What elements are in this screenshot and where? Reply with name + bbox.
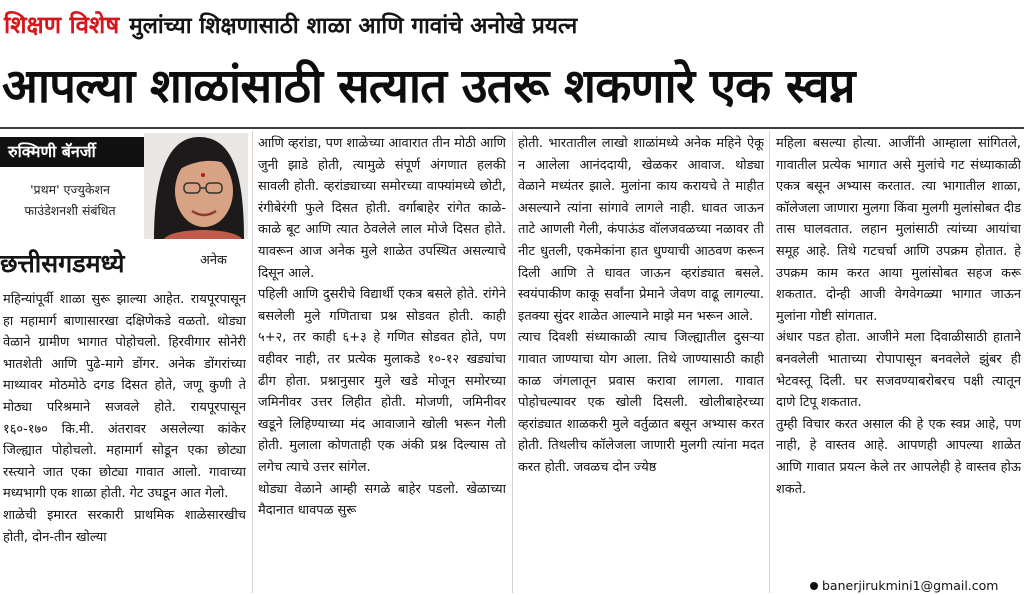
author-email	[810, 578, 998, 594]
email-text: banerjirukmini1@gmail.com	[822, 578, 999, 593]
byline-box	[0, 131, 248, 241]
article-column-4: महिला बसल्या होत्या. आजींनी आम्हाला सांगितले, गावातील प्रत्येक भागात असे मुलांचे गट संध्याकाळी एकत्र बसून अभ्यास करतात. त्या भागातील शाळा, कॉलेजला जाणारा मुलगा किंवा मुलगी मुलांसोबत दीड तास घालवतात. लहान मुलांसाठी त्यांच्या आयांचा समूह आहे. तिथे गटचर्चा आणि उपक्रम होतात. हे उपक्रम काम करत आया मुलांसोबत सहज करू शकतात. दोन्ही आजी वेगवेगळ्या भागात जाऊन मुलांना गोष्टी सांगतात. अंधार पडत होता. आजीने मला दिवाळीसाठी हाताने बनवलेली भाताच्या रोपापासून बनवलेले झुंबर ही भेटवस्तू दिली. घर सजवण्याबरोबरच पक्षी त्यातून दाणे टिपू शकतात. तुम्ही विचार करत असाल की हे एक स्वप्न आहे, पण नाही, हे वास्तव आहे. आपणही आपल्या शाळेत आणि गावात प्रयत्न केले तर आपलेही हे वास्तव होऊ शकते.	[776, 136, 1021, 497]
kicker-line	[4, 6, 577, 42]
author-affiliation: 'प्रथम' एज्युकेशन फाउंडेशनशी संबंधित	[24, 182, 116, 218]
column-rule-3	[769, 131, 770, 593]
author-name: रुक्मिणी बॅनर्जी	[0, 137, 168, 167]
bullet-icon	[810, 582, 818, 590]
article-column-2: आणि व्हरांडा, पण शाळेच्या आवारात तीन मोठी आणि जुनी झाडे होती, त्यामुळे संपूर्ण अंगणात हलकी सावली होती. व्हरांड्याच्या समोरच्या वाफ्यांमध्ये छोटी, रंगीबेरंगी फुले दिसत होती. वर्गाबाहेर रांगेत काळे-काळे बूट आणि त्यात ठेवलेले लाल मोजे दिसत होते. यावरून आज अनेक मुले शाळेत उपस्थित असल्याचे दिसून आले. पहिली आणि दुसरीचे विद्यार्थी एकत्र बसले होते. रांगेने बसलेली मुले गणिताचा प्रश्न सोडवत होती. काही ५+२, तर काही ६+३ हे गणित सोडवत होते, पण वहीवर नाही, तर प्रत्येक मुलाकडे १०-१२ खड्यांचा ढीग होता. प्रश्नानुसार मुले खडे मोजून समोरच्या जमिनीवर उत्तर लिहीत होती. मोजणी, जमिनीवर खडूने लिहिण्याच्या मंद आवाजाने खोली भरून गेली होती. मुलाला कोणताही एक अंकी प्रश्न दिल्यास तो लगेच त्याचे उत्तर सांगेल. थोड्या वेळाने आम्ही सगळे बाहेर पडलो. खेळाच्या मैदानात धावपळ सुरू	[258, 136, 506, 519]
headline-rule	[0, 127, 1024, 129]
author-photo	[144, 133, 248, 239]
lead-word: अनेक	[200, 253, 227, 268]
article-column-3: होती. भारतातील लाखो शाळांमध्ये अनेक महिने ऐकू न आलेला आनंददायी, खेळकर आवाज. थोड्या वेळाने मध्यंतर झाले. मुलांना काय करायचे ते माहीत असल्याने त्यांना सांगावे लागले नाही. धावत जाऊन ताटे आणली गेली, कंपाऊंड वॉलजवळच्या नळावर ती नीट धुतली, एकमेकांना हात धुण्याची आठवण करून दिली आणि ते धावत जाऊन व्हरांड्यात बसले. स्वयंपाकीण काकू सर्वांना प्रेमाने जेवण वाढू लागल्या. इतक्या सुंदर शाळेत आल्याने माझे मन भरून आले. त्याच दिवशी संध्याकाळी त्याच जिल्ह्यातील दुसऱ्या गावात जाण्याचा योग आला. तिथे जाण्यासाठी काही काळ जंगलातून प्रवास करावा लागला. गावात पोहोचल्यावर एक खोली दिसली. खोलीबाहेरच्या व्हरांड्यात शाळकरी मुले वर्तुळात बसून अभ्यास करत होती. तिथलीच कॉलेजला जाणारी मुलगी त्यांना मदत करत होती. जवळच दोन ज्येष्ठ	[518, 136, 764, 475]
dateline: छत्तीसगडमध्ये	[0, 249, 125, 278]
kicker-subtitle: मुलांच्या शिक्षणासाठी शाळा आणि गावांचे अनोखे प्रयत्न	[129, 12, 578, 39]
section-tag: शिक्षण विशेष	[4, 10, 120, 39]
headline: आपल्या शाळांसाठी सत्यात उतरू शकणारे एक स्वप्न	[2, 59, 855, 114]
column-rule-1	[252, 131, 253, 593]
article-column-1: महिन्यांपूर्वी शाळा सुरू झाल्या आहेत. रायपूरपासून हा महामार्ग बाणासारखा दक्षिणेकडे वळतो. थोड्या वेळाने ग्रामीण भागात पोहोचलो. हिरवीगार सोनेरी भातशेती आणि पुढे-मागे डोंगर. अनेक डोंगरांच्या माथ्यावर मोठमोठे दगड दिसत होते, जणू कुणी ते मोठ्या परिश्रमाने सजवले होते. रायपूरपासून १६०-१७० कि.मी. अंतरावर असलेल्या कांकेर जिल्ह्यात पोहोचलो. महामार्ग सोडून एका छोट्या रस्त्याने जात एका छोट्या गावात आलो. गावाच्या मध्यभागी एक शाळा होती. गेट उघडून आत गेलो. शाळेची इमारत सरकारी प्राथमिक शाळेसारखीच होती, दोन-तीन खोल्या	[3, 292, 246, 545]
column-rule-2	[512, 131, 513, 593]
